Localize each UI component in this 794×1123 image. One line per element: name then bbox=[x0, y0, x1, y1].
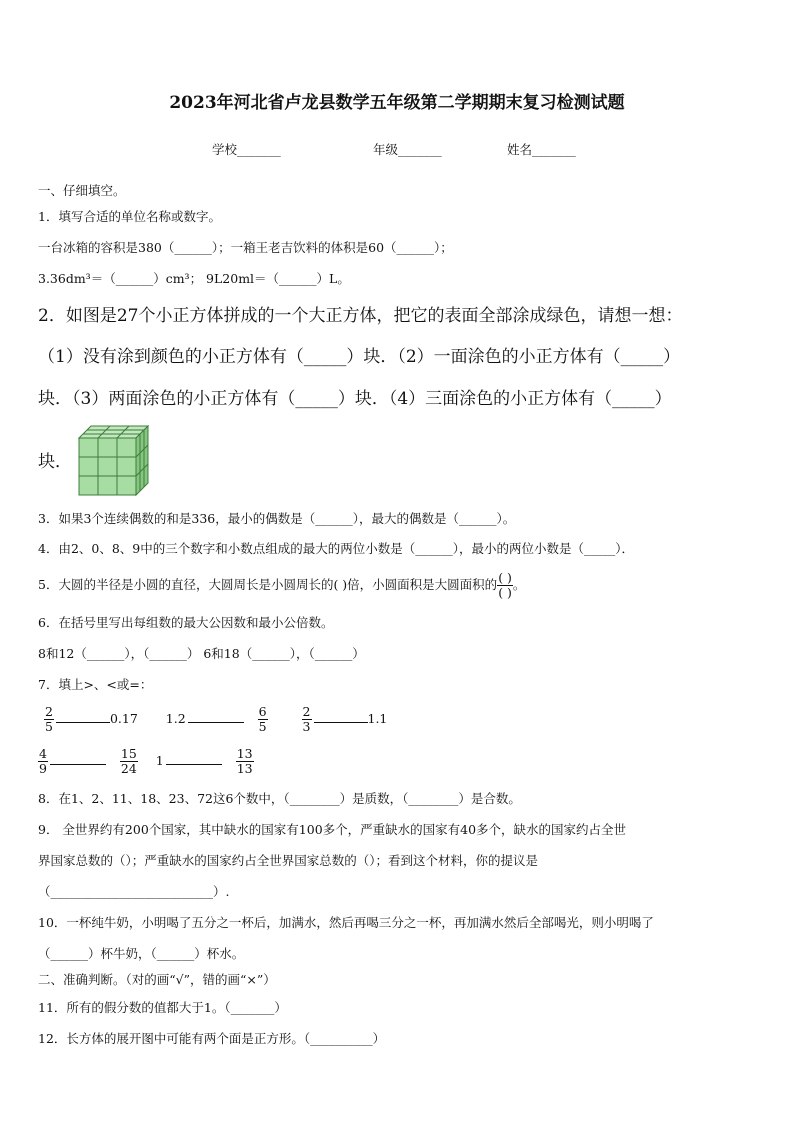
question-1-line-1: 一台冰箱的容积是380（______）；一箱王老吉饮料的体积是60（______）； bbox=[38, 240, 453, 255]
question-9-line-1: 9． 全世界约有200个国家，其中缺水的国家有100多个，严重缺水的国家有40多个，缺水的国家约占全世 bbox=[38, 822, 627, 837]
school-field: 学校_______ bbox=[212, 142, 281, 157]
question-9-line-2: 界国家总数的（）；严重缺水的国家约占全世界国家总数的（）；看到这个材料，你的提议是 bbox=[38, 853, 539, 868]
question-1-stem: 1．填写合适的单位名称或数字。 bbox=[38, 209, 221, 224]
question-2-line-2: （1）没有涂到颜色的小正方体有（_____）块．（2）一面涂色的小正方体有（_____） bbox=[38, 347, 681, 367]
fraction-denominator: 3 bbox=[302, 719, 311, 734]
question-5-text: 5．大圆的半径是小圆的直径，大圆周长是小圆周长的( )倍，小圆面积是大圆面积的 bbox=[38, 577, 498, 592]
name-field: 姓名_______ bbox=[507, 142, 576, 157]
question-5 bbox=[38, 571, 525, 600]
question-7-row-2 bbox=[38, 747, 254, 776]
fraction-numerator: 6 bbox=[258, 704, 267, 719]
question-3: 3．如果3个连续偶数的和是336，最小的偶数是（______），最大的偶数是（______）。 bbox=[38, 511, 516, 526]
question-5-end: 。 bbox=[512, 577, 526, 592]
question-4: 4．由2、0、8、9中的三个数字和小数点组成的最大的两位小数是（______），最小的两位小数是（_____）． bbox=[38, 541, 635, 556]
compare-value: 1.2 bbox=[165, 711, 186, 726]
question-10-line-1: 10．一杯纯牛奶，小明喝了五分之一杯后，加满水，然后再喝三分之一杯，再加满水然后全部喝光，则小明喝了 bbox=[38, 915, 654, 930]
fraction-numerator: 4 bbox=[39, 746, 47, 761]
question-10-line-2: （______）杯牛奶，（______）杯水。 bbox=[38, 946, 245, 961]
fraction-numerator: ( ) bbox=[498, 570, 512, 585]
fraction-numerator: 13 bbox=[236, 746, 253, 761]
fraction-denominator: 24 bbox=[120, 761, 137, 776]
section-2-heading: 二、准确判断。（对的画“√”，错的画“×”） bbox=[38, 972, 276, 987]
question-7-row-1 bbox=[44, 705, 387, 734]
fraction bbox=[258, 705, 268, 734]
fraction-numerator: 2 bbox=[302, 704, 311, 719]
question-1-line-2: 3.36dm³＝（______）cm³； 9L20ml＝（______）L。 bbox=[38, 271, 350, 286]
question-12: 12．长方体的展开图中可能有两个面是正方形。（__________） bbox=[38, 1031, 386, 1046]
answer-blank bbox=[188, 710, 244, 723]
compare-value: 1.1 bbox=[367, 711, 388, 726]
fraction-denominator: 5 bbox=[45, 719, 53, 734]
section-1-heading: 一、仔细填空。 bbox=[38, 183, 126, 198]
question-6-line: 8和12（______），（______） 6和18（______），（______） bbox=[38, 646, 365, 661]
question-2-line-4: 块． bbox=[38, 452, 72, 472]
fraction-numerator: 15 bbox=[120, 746, 137, 761]
fraction-denominator: 13 bbox=[236, 761, 253, 776]
fraction bbox=[236, 747, 254, 776]
question-2-line-1: 2．如图是27个小正方体拼成的一个大正方体，把它的表面全部涂成绿色，请想一想： bbox=[38, 306, 683, 326]
fraction-denominator: 9 bbox=[39, 761, 47, 776]
answer-blank bbox=[166, 752, 222, 765]
question-11: 11．所有的假分数的值都大于1。（_______） bbox=[38, 1000, 287, 1015]
fraction-numerator: 2 bbox=[45, 704, 53, 719]
compare-value: 1 bbox=[155, 753, 164, 768]
fraction bbox=[302, 705, 312, 734]
compare-value: 0.17 bbox=[109, 711, 138, 726]
page-title: 2023年河北省卢龙县数学五年级第二学期期末复习检测试题 bbox=[169, 93, 625, 113]
answer-blank bbox=[314, 710, 368, 723]
fraction-denominator: 5 bbox=[258, 719, 267, 734]
fraction bbox=[44, 705, 54, 734]
fraction-denominator: ( ) bbox=[498, 585, 512, 600]
grade-field: 年级_______ bbox=[373, 142, 442, 157]
question-6-stem: 6．在括号里写出每组数的最大公因数和最小公倍数。 bbox=[38, 615, 334, 630]
cube-figure bbox=[78, 425, 154, 497]
fraction bbox=[120, 747, 138, 776]
question-5-fraction bbox=[497, 571, 513, 600]
question-9-line-3: （__________________________）. bbox=[38, 884, 230, 899]
answer-blank bbox=[56, 710, 110, 723]
question-8: 8．在1、2、11、18、23、72这6个数中，（________）是质数，（________）是合数。 bbox=[38, 791, 521, 806]
question-2-line-3: 块．（3）两面涂色的小正方体有（_____）块．（4）三面涂色的小正方体有（_____） bbox=[38, 389, 672, 409]
fraction bbox=[38, 747, 48, 776]
answer-blank bbox=[50, 752, 106, 765]
question-7-stem: 7．填上>、<或=： bbox=[38, 677, 153, 692]
